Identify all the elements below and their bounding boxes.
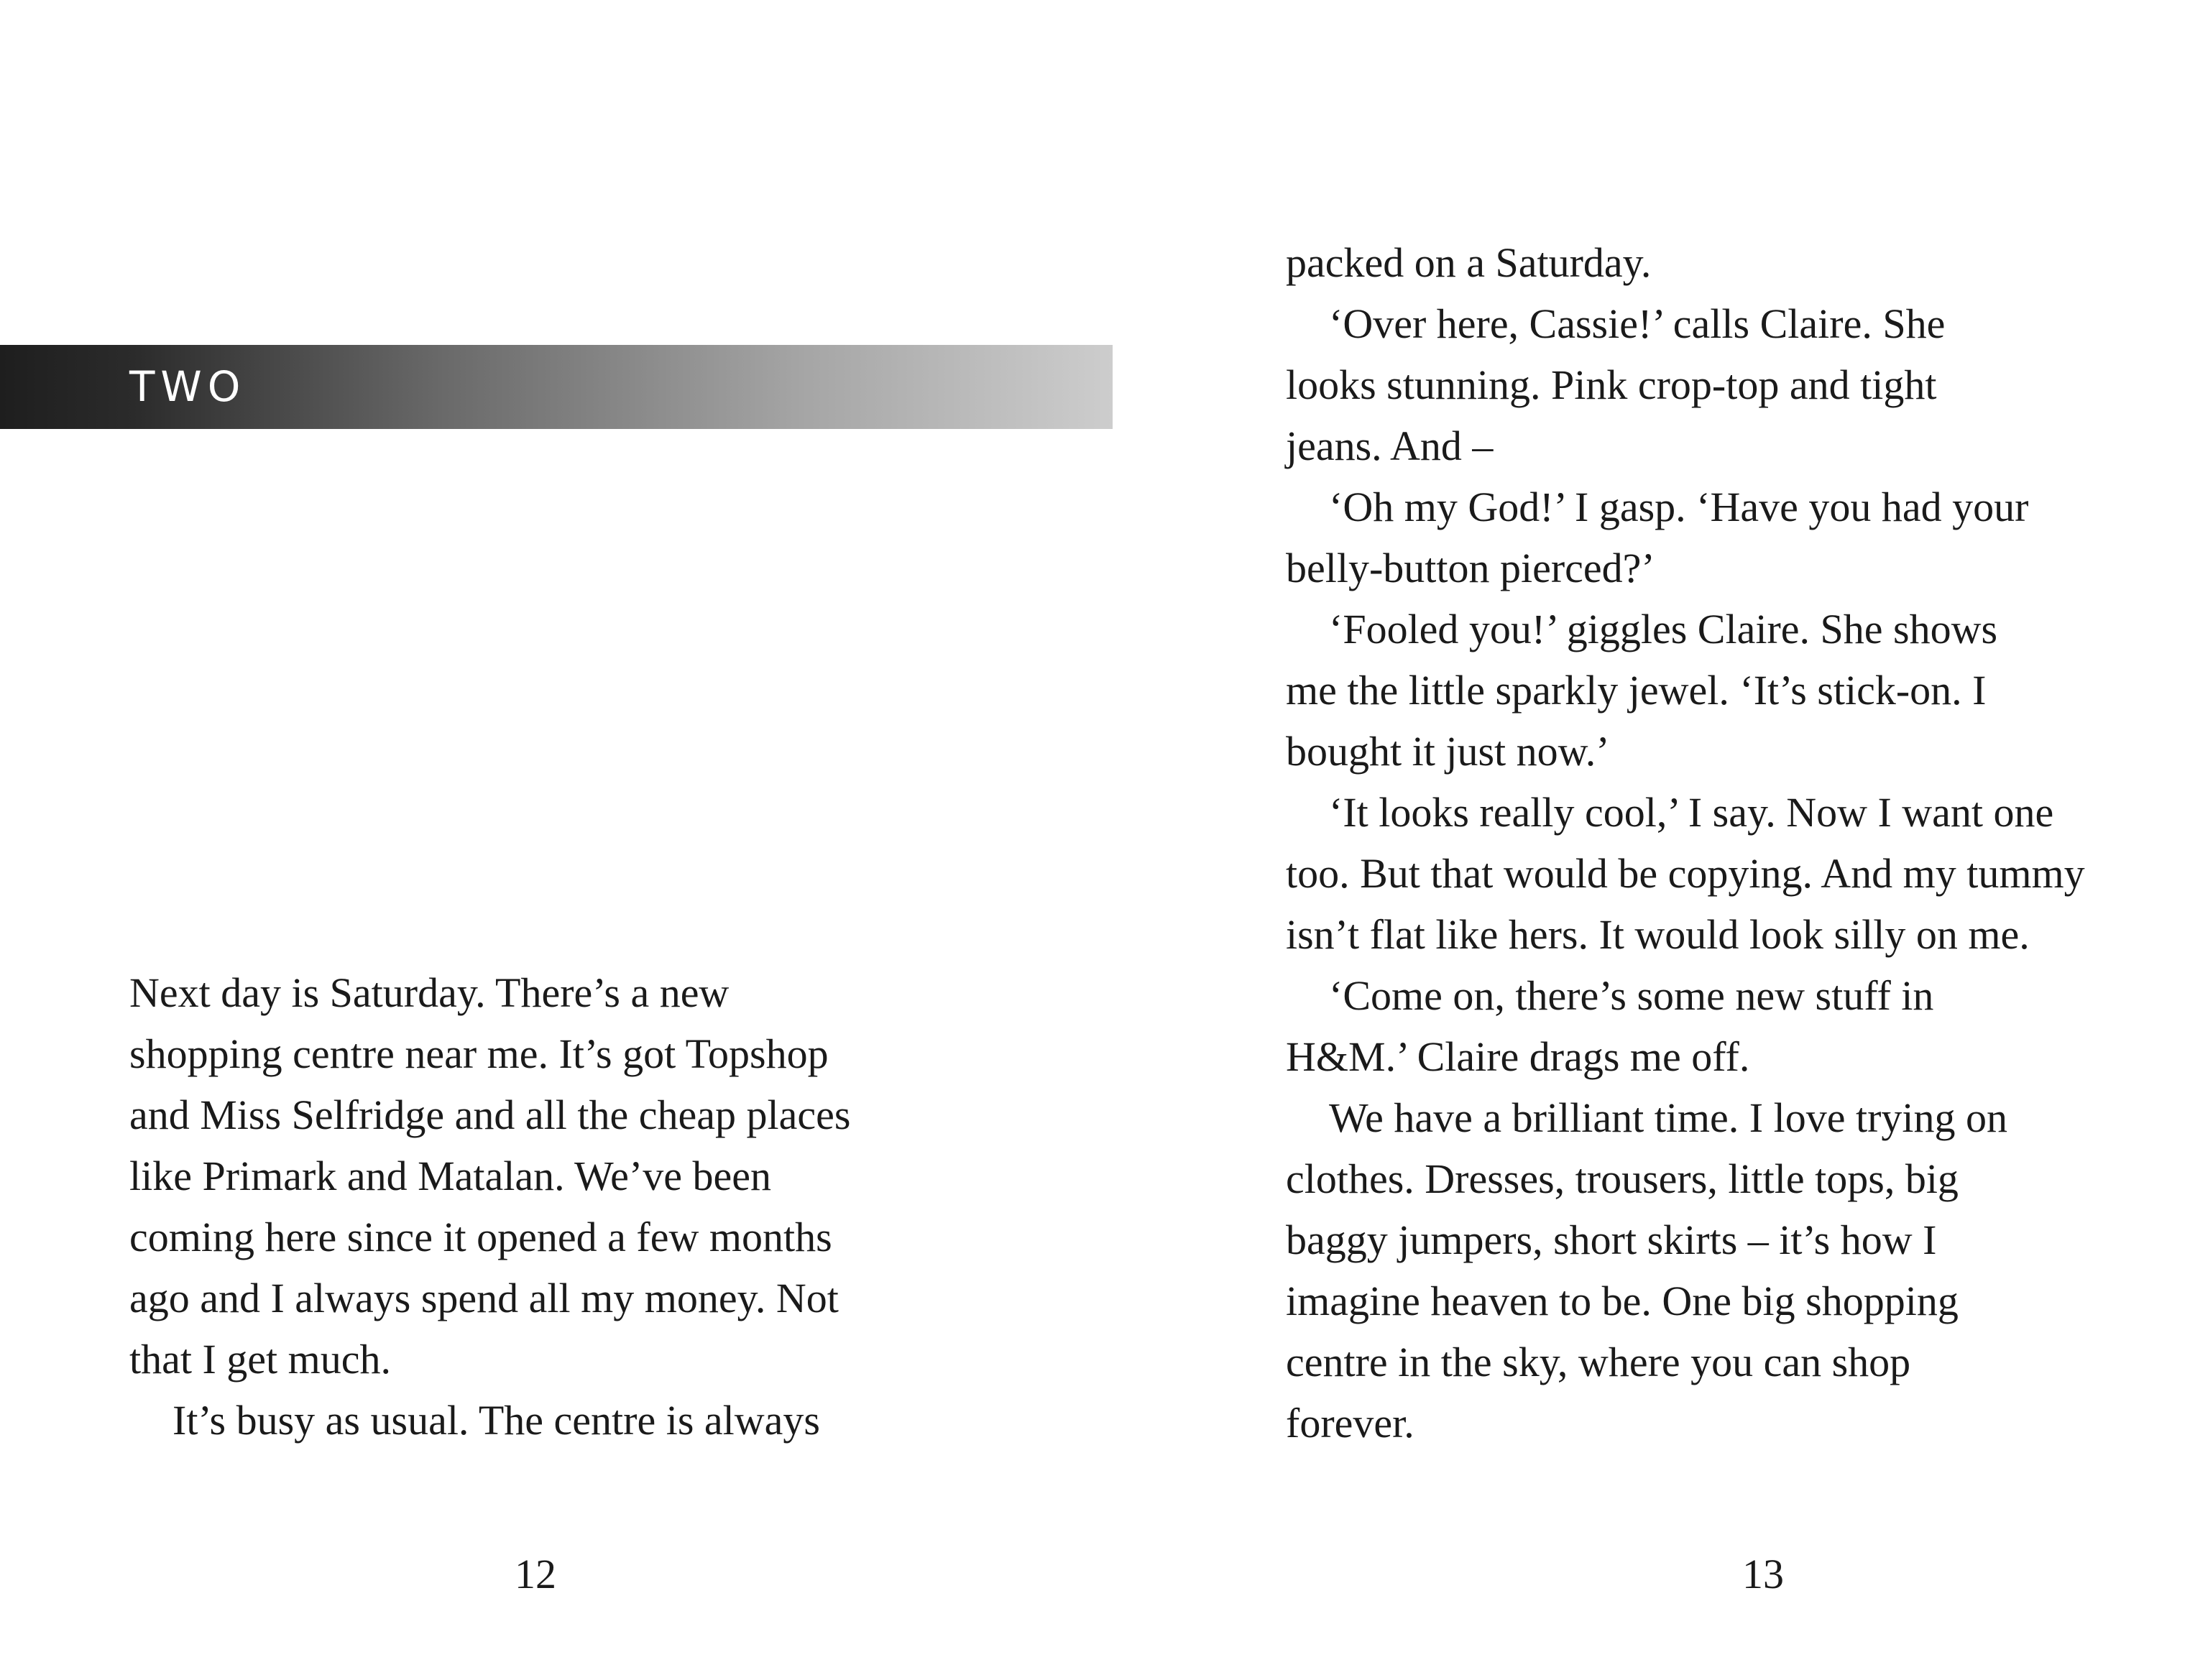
- text-line: isn’t flat like hers. It would look silly on me.: [1286, 911, 2030, 958]
- text-line: shopping centre near me. It’s got Topshop: [129, 1030, 829, 1077]
- page-number: 12: [515, 1551, 556, 1597]
- text-line: H&M.’ Claire drags me off.: [1286, 1033, 1750, 1080]
- right-page: [1095, 0, 2190, 1680]
- text-line: ‘It looks really cool,’ I say. Now I want one: [1329, 789, 2054, 836]
- text-line: forever.: [1286, 1400, 1414, 1446]
- text-line: We have a brilliant time. I love trying on: [1329, 1094, 2008, 1141]
- text-line: centre in the sky, where you can shop: [1286, 1339, 1911, 1385]
- chapter-title: TWO: [129, 362, 247, 411]
- text-line: It’s busy as usual. The centre is always: [172, 1397, 820, 1444]
- text-line: that I get much.: [129, 1336, 392, 1383]
- text-line: ‘Over here, Cassie!’ calls Claire. She: [1329, 300, 1946, 347]
- text-line: coming here since it opened a few months: [129, 1214, 832, 1260]
- text-line: baggy jumpers, short skirts – it’s how I: [1286, 1217, 1937, 1263]
- text-line: belly-button pierced?’: [1286, 545, 1655, 591]
- text-line: ‘Come on, there’s some new stuff in: [1329, 972, 1934, 1019]
- text-line: packed on a Saturday.: [1286, 239, 1652, 286]
- text-line: clothes. Dresses, trousers, little tops, big: [1286, 1155, 1959, 1202]
- chapter-banner: [0, 345, 1113, 429]
- text-line: Next day is Saturday. There’s a new: [129, 969, 730, 1016]
- text-line: and Miss Selfridge and all the cheap places: [129, 1091, 851, 1138]
- text-line: ‘Oh my God!’ I gasp. ‘Have you had your: [1329, 484, 2029, 530]
- text-line: looks stunning. Pink crop-top and tight: [1286, 361, 1937, 408]
- text-line: ago and I always spend all my money. Not: [129, 1275, 839, 1321]
- text-line: imagine heaven to be. One big shopping: [1286, 1278, 1959, 1324]
- text-line: too. But that would be copying. And my tummy: [1286, 850, 2085, 897]
- text-line: bought it just now.’: [1286, 728, 1610, 775]
- text-line: jeans. And –: [1286, 423, 1494, 469]
- left-body-text: [129, 962, 949, 1451]
- text-line: like Primark and Matalan. We’ve been: [129, 1153, 771, 1199]
- text-line: ‘Fooled you!’ giggles Claire. She shows: [1329, 606, 1998, 652]
- text-line: me the little sparkly jewel. ‘It’s stick-on. I: [1286, 667, 1987, 714]
- right-body-text: [1286, 232, 2141, 1454]
- page-number: 13: [1742, 1551, 1784, 1597]
